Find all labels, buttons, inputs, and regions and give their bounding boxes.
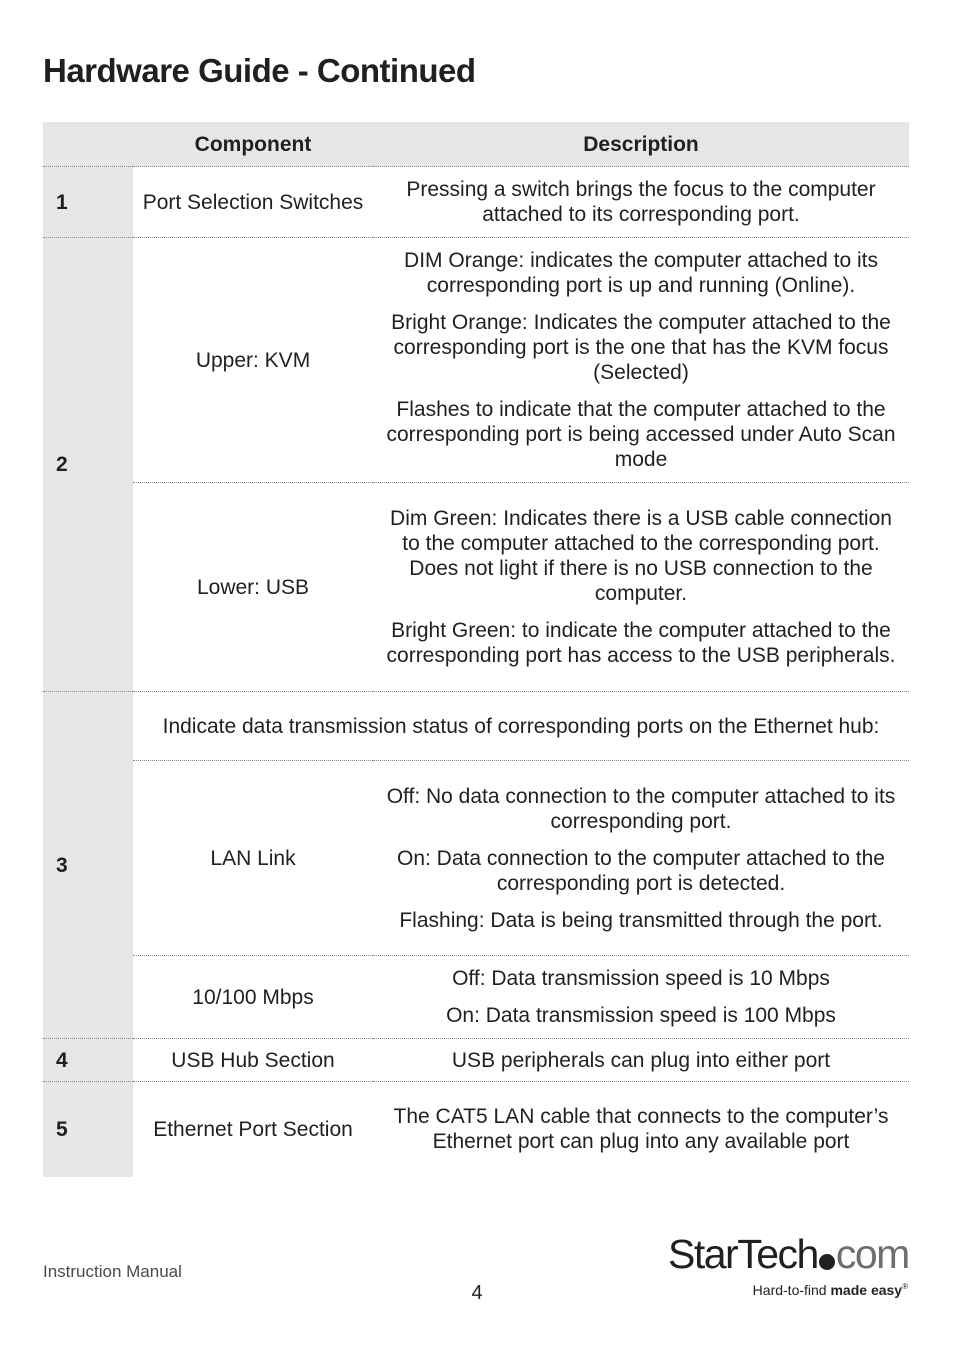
registered-mark: ® xyxy=(902,1282,908,1291)
component-cell: Lower: USB xyxy=(133,483,373,692)
table-row xyxy=(43,238,909,483)
component-cell: USB Hub Section xyxy=(133,1039,373,1082)
description-cell xyxy=(373,483,909,692)
component-cell: Upper: KVM xyxy=(133,238,373,483)
startech-logo xyxy=(668,1230,910,1302)
logo-tagline-light: Hard-to-find xyxy=(752,1282,831,1298)
footer-label: Instruction Manual xyxy=(43,1262,182,1281)
description-cell xyxy=(373,1082,909,1177)
description-text: Pressing a switch brings the focus to the computer attached to its corresponding port. xyxy=(406,178,876,226)
description-cell xyxy=(373,761,909,956)
description-text: On: Data connection to the computer attached to the corresponding port is detected. xyxy=(397,846,885,895)
row-number: 2 xyxy=(43,238,133,692)
description-text: Flashing: Data is being transmitted through the port. xyxy=(399,908,883,932)
component-column-header: Component xyxy=(133,122,373,167)
component-cell: 10/100 Mbps xyxy=(133,956,373,1039)
description-text: Bright Green: to indicate the computer attached to the corresponding port has access to the USB peripherals. xyxy=(386,619,896,667)
logo-brand-right: com xyxy=(835,1231,909,1277)
table-row xyxy=(43,483,909,692)
description-cell xyxy=(373,238,909,483)
description-column-header: Description xyxy=(373,122,909,167)
row-number: 5 xyxy=(43,1082,133,1177)
number-column-header xyxy=(43,122,133,167)
description-cell xyxy=(373,1039,909,1082)
description-text: Bright Orange: Indicates the computer attached to the corresponding port is the one that has the KVM focus (Selected) xyxy=(391,311,891,384)
description-text: USB peripherals can plug into either port xyxy=(451,1048,831,1072)
table-row xyxy=(43,692,909,761)
span-description-cell: Indicate data transmission status of corresponding ports on the Ethernet hub: xyxy=(133,692,909,761)
description-text: Off: No data connection to the computer attached to its corresponding port. xyxy=(386,784,896,833)
description-text: Dim Green: Indicates there is a USB cable connection to the computer attached to the corresponding port. Does not light if there is no USB connection to the computer. xyxy=(390,507,892,605)
table-header-row xyxy=(43,122,909,167)
logo-tagline-bold: made easy xyxy=(830,1282,903,1298)
description-text: DIM Orange: indicates the computer attached to its corresponding port is up and running (Online). xyxy=(404,249,878,297)
row-number: 4 xyxy=(43,1039,133,1082)
table-row xyxy=(43,1082,909,1177)
logo-tagline xyxy=(753,1282,908,1298)
description-cell xyxy=(373,956,909,1039)
logo-wordmark xyxy=(668,1230,909,1278)
page-number: 4 xyxy=(471,1282,483,1304)
component-cell: Ethernet Port Section xyxy=(153,1117,353,1141)
logo-brand-left: StarTech xyxy=(668,1231,818,1277)
component-cell: LAN Link xyxy=(133,761,373,956)
table-row xyxy=(43,761,909,956)
table-row xyxy=(43,1039,909,1082)
table-row xyxy=(43,167,909,238)
row-number: 1 xyxy=(43,167,133,238)
row-number: 3 xyxy=(43,692,133,1039)
table-row xyxy=(43,956,909,1039)
logo-dot-icon xyxy=(819,1254,835,1270)
description-text: On: Data transmission speed is 100 Mbps xyxy=(446,1004,836,1027)
component-cell: Port Selection Switches xyxy=(133,167,373,238)
description-text: Flashes to indicate that the computer attached to the corresponding port is being accessed under Auto Scan mode xyxy=(386,398,896,471)
page-title: Hardware Guide - Continued xyxy=(43,52,476,89)
description-text: The CAT5 LAN cable that connects to the computer’s Ethernet port can plug into any available port xyxy=(393,1105,889,1154)
description-text: Off: Data transmission speed is 10 Mbps xyxy=(452,967,830,990)
hardware-guide-table xyxy=(43,122,909,1177)
description-cell xyxy=(373,167,909,238)
